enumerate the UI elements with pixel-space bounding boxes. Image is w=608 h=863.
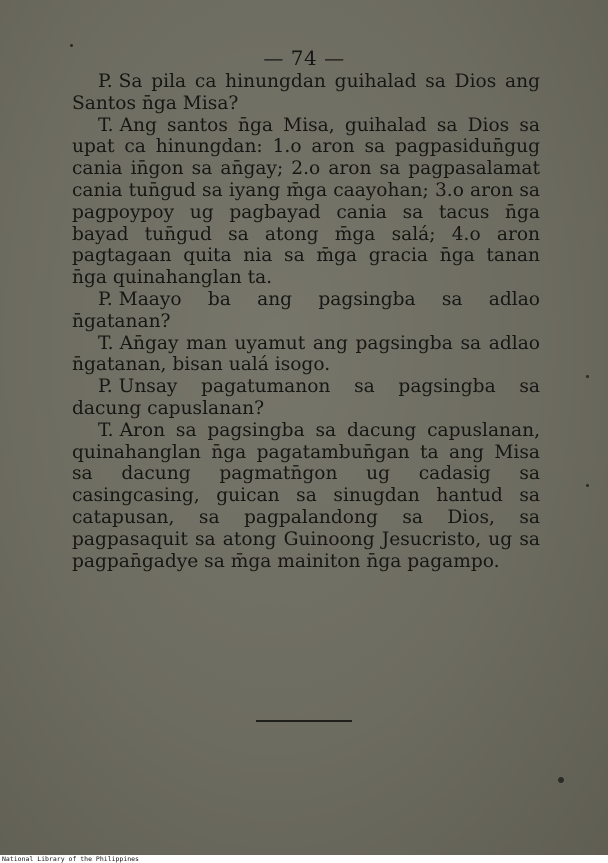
- page-number: — 74 —: [263, 46, 345, 70]
- catechism-text: [72, 71, 540, 572]
- speaker-label: P.: [98, 71, 113, 92]
- question-paragraph: [72, 71, 540, 115]
- question-paragraph: [72, 289, 540, 333]
- paragraph-text: Ang santos n̄ga Misa, guihalad sa Dios sa upat ca hinungdan: 1.o aron sa pagpasidun̄gug cania in̄gon sa an̄gay; 2.o aron sa pagpasalamat cania tun̄gud sa iyang m̄ga caayohan; 3.o aron sa pagpoypoy ug pagbayad cania sa tacus n̄ga bayad tun̄gud sa atong m̄ga salá; 4.o aron pagtagaan quita nia sa m̄ga gracia n̄ga tanan n̄ga quinahanglan ta.: [72, 114, 540, 289]
- paragraph-text: Aron sa pagsingba sa dacung capuslanan, quinahanglan n̄ga pagatambun̄gan ta ang Misa sa dacung pagmatn̄gon ug cadasig sa casingcasing, guican sa sinugdan hantud sa catapusan, sa pagpalandong sa Dios, sa pagpasaquit sa atong Guinoong Jesucristo, ug sa pagpan̄gadye sa m̄ga mainiton n̄ga pagampo.: [72, 419, 540, 572]
- speaker-label: T.: [98, 419, 114, 441]
- speaker-label: P.: [98, 288, 113, 310]
- paper-speck: [586, 484, 589, 487]
- speaker-label: T.: [98, 114, 114, 136]
- paragraph-text: Sa pila ca hinungdan guihalad sa Dios ang Santos n̄ga Misa?: [72, 71, 540, 114]
- answer-paragraph: [72, 115, 540, 289]
- paragraph-text: An̄gay man uyamut ang pagsingba sa adlao n̄gatanan, bisan ualá isogo.: [72, 332, 540, 376]
- section-end-rule: [256, 720, 352, 722]
- paper-speck: [586, 375, 589, 378]
- paragraph-text: Maayo ba ang pagsingba sa adlao n̄gatanan?: [72, 288, 540, 332]
- library-credit: National Library of the Philippines: [2, 855, 139, 863]
- answer-paragraph: [72, 420, 540, 573]
- question-paragraph: [72, 376, 540, 420]
- paper-speck: [558, 777, 564, 783]
- speaker-label: T.: [98, 332, 114, 354]
- speaker-label: P.: [98, 376, 113, 398]
- paragraph-text: Unsay pagatumanon sa pagsingba sa dacung capuslanan?: [72, 376, 540, 419]
- answer-paragraph: [72, 333, 540, 377]
